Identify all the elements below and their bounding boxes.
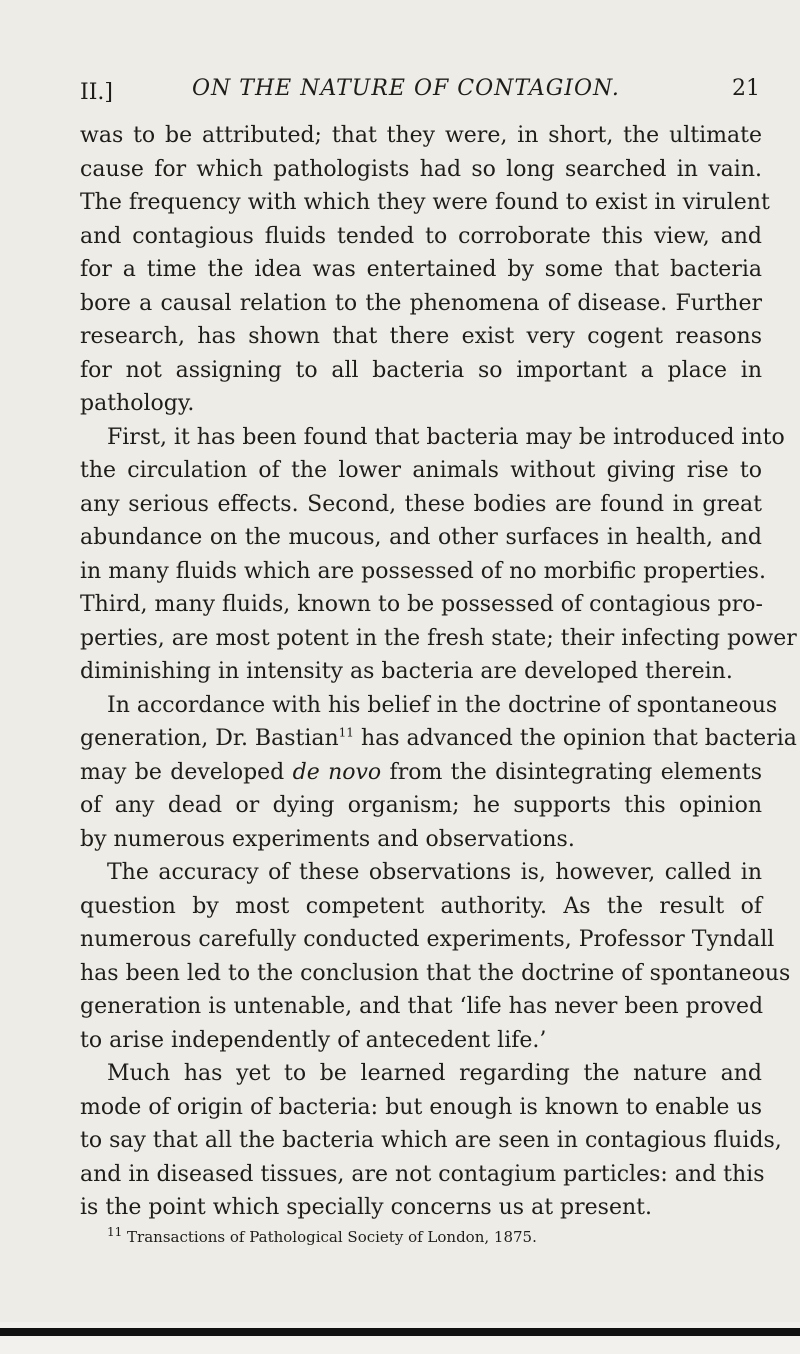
footnote-marker: 11 [107, 1224, 123, 1239]
text-line: in many fluids which are possessed of no morbific properties. [80, 558, 766, 584]
text-line: The frequency with which they were found to exist in virulent [80, 190, 770, 215]
text-line: research, has shown that there exist very cogent reasons [80, 324, 762, 349]
text-line: for a time the idea was entertained by some that bacteria [80, 257, 762, 282]
text-line: pathology. [80, 391, 195, 416]
text-line: was to be attributed; that they were, in short, the ultimate [80, 123, 762, 148]
text-line [80, 756, 762, 790]
text-line: Third, many fluids, known to be possessed of contagious pro- [80, 592, 763, 617]
text-line: question by most competent authority. As the result of [80, 893, 762, 919]
text-segment: generation, Dr. Bastian [80, 726, 339, 751]
page-number: 21 [732, 76, 760, 101]
text-line: to say that all the bacteria which are seen in contagious fluids, [80, 1128, 782, 1153]
italic-phrase: de novo [292, 759, 382, 785]
text-line: In accordance with his belief in the doctrine of spontaneous [107, 692, 778, 718]
text-line: and contagious fluids tended to corroborate this view, and [80, 223, 762, 249]
text-segment: from the disintegrating elements [381, 759, 763, 785]
text-line: is the point which specially concerns us at present. [80, 1195, 652, 1220]
running-title: ON THE NATURE OF CONTAGION. [192, 76, 620, 101]
text-line: diminishing in intensity as bacteria are developed therein. [80, 659, 733, 684]
text-line: of any dead or dying organism; he supports this opinion [80, 793, 762, 818]
page-edge-line [0, 1328, 800, 1336]
page-header [80, 76, 760, 116]
footnote-reference: 11 [338, 725, 354, 740]
scan-bottom-edge [0, 1322, 800, 1354]
text-line: bore a causal relation to the phenomena of disease. Further [80, 290, 762, 316]
text-line: to arise independently of antecedent life.’ [80, 1027, 547, 1053]
text-line: for not assigning to all bacteria so important a place in [80, 357, 762, 383]
text-line: cause for which pathologists had so long searched in vain. [80, 156, 762, 182]
text-segment: may be developed [80, 759, 293, 785]
text-line: generation is untenable, and that ‘life has never been proved [80, 994, 764, 1019]
text-line: by numerous experiments and observations. [80, 826, 575, 852]
body-text [80, 119, 797, 1249]
text-line [80, 722, 797, 756]
text-segment: has advanced the opinion that bacteria [353, 726, 797, 751]
text-line: First, it has been found that bacteria may be introduced into [107, 424, 785, 450]
footnote-text: Transactions of Pathological Society of London, 1875. [122, 1227, 537, 1246]
chapter-signature: II.] [80, 80, 113, 105]
text-line: perties, are most potent in the fresh state; their infecting power [80, 625, 797, 651]
text-line: the circulation of the lower animals without giving rise to [80, 458, 762, 483]
text-line: numerous carefully conducted experiments, Professor Tyndall [80, 927, 775, 952]
text-line: The accuracy of these observations is, however, called in [107, 860, 762, 885]
text-line: Much has yet to be learned regarding the nature and [107, 1061, 762, 1086]
text-line: has been led to the conclusion that the doctrine of spontaneous [80, 960, 791, 986]
text-line: and in diseased tissues, are not contagium particles: and this [80, 1161, 765, 1187]
text-line: mode of origin of bacteria: but enough is known to enable us [80, 1094, 762, 1120]
text-line: abundance on the mucous, and other surfaces in health, and [80, 525, 762, 550]
footnote [80, 1225, 762, 1249]
text-line: any serious effects. Second, these bodies are found in great [80, 491, 762, 517]
